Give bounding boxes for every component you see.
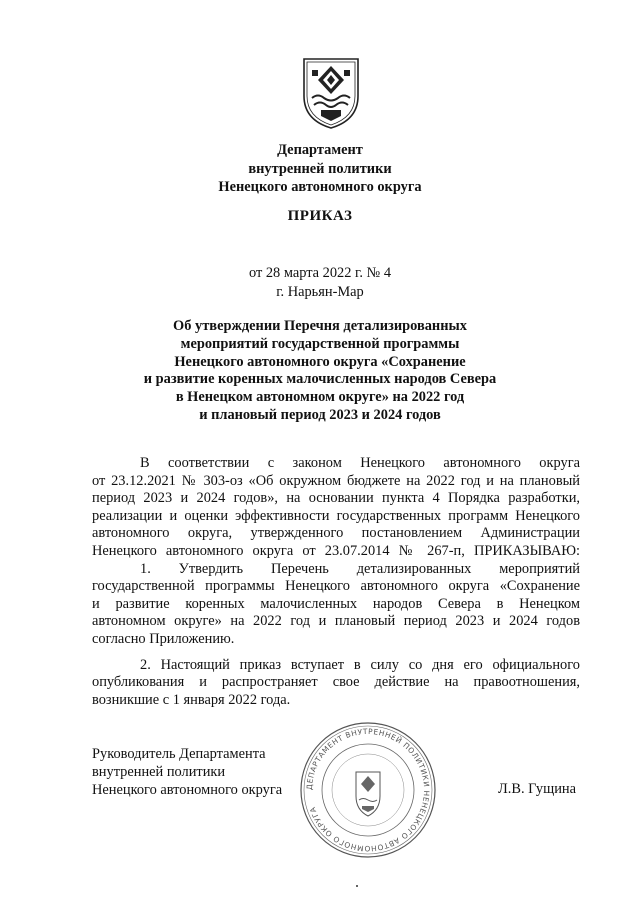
item-line: автономном округе» на 2022 год и плановый период 2023 и 2024 годов — [92, 613, 580, 630]
subject-line: мероприятий государственной программы — [180, 335, 460, 352]
item-line: 2. Настоящий приказ вступает в силу со дня его официального — [140, 656, 580, 673]
department-name — [0, 141, 640, 197]
document-subject — [0, 318, 640, 425]
document-type: ПРИКАЗ — [287, 208, 353, 224]
body-line: автономного округа, утвержденного постановлением Администрации — [92, 525, 580, 542]
nenets-coat-of-arms-icon — [300, 56, 362, 130]
item-line: опубликования и распространяет свое действие на правоотношения, — [92, 674, 580, 691]
body-line: реализации и оценки эффективности государственных программ Ненецкого — [92, 507, 580, 524]
date-and-place — [0, 264, 640, 301]
signatory-position — [92, 745, 282, 799]
position-line: внутренней политики — [92, 764, 226, 780]
item-line: возникшие с 1 января 2022 года. — [92, 691, 291, 708]
body-line: от 23.12.2021 № 303-оз «Об окружном бюджете на 2022 год и на плановый — [92, 472, 580, 489]
position-line: Ненецкого автономного округа — [92, 782, 283, 798]
body-line: период 2023 и 2024 годов», на основании пункта 4 Порядка разработки, — [92, 490, 580, 507]
body-line: Ненецкого автономного округа от 23.07.2014 № 267-п, ПРИКАЗЫВАЮ: — [92, 542, 580, 559]
item-line: 1. Утвердить Перечень детализированных мероприятий — [140, 560, 580, 577]
department-line: внутренней политики — [248, 160, 392, 177]
subject-line: и плановый период 2023 и 2024 годов — [199, 406, 441, 423]
position-line: Руководитель Департамента — [92, 746, 266, 762]
subject-line: и развитие коренных малочисленных народов Севера — [143, 371, 497, 388]
subject-line: Об утверждении Перечня детализированных — [173, 318, 467, 334]
document-place: г. Нарьян-Мар — [276, 283, 364, 300]
scan-dot — [356, 885, 358, 887]
svg-text:ДЕПАРТАМЕНТ ВНУТРЕННЕЙ ПОЛИТИК: ДЕПАРТАМЕНТ ВНУТРЕННЕЙ ПОЛИТИКИ НЕНЕЦКОГО АВТОНОМНОГО ОКРУГА — [304, 726, 432, 854]
official-round-seal-icon — [298, 720, 438, 860]
document-date: от 28 марта 2022 г. № 4 — [248, 265, 392, 281]
body-line: В соответствии с законом Ненецкого автономного округа — [140, 455, 580, 471]
subject-line: Ненецкого автономного округа «Сохранение — [174, 353, 466, 370]
item-line: согласно Приложению. — [92, 630, 235, 647]
subject-line: в Ненецком автономном округе» на 2022 год — [175, 389, 465, 406]
department-line: Ненецкого автономного округа — [218, 179, 422, 196]
signatory-name: Л.В. Гущина — [498, 781, 576, 797]
item-line: государственной программы Ненецкого автономного округа «Сохранение — [92, 578, 580, 595]
item-line: и развитие коренных малочисленных народов Севера в Ненецком — [92, 595, 580, 612]
department-line: Департамент — [277, 142, 363, 158]
document-body — [92, 455, 580, 709]
